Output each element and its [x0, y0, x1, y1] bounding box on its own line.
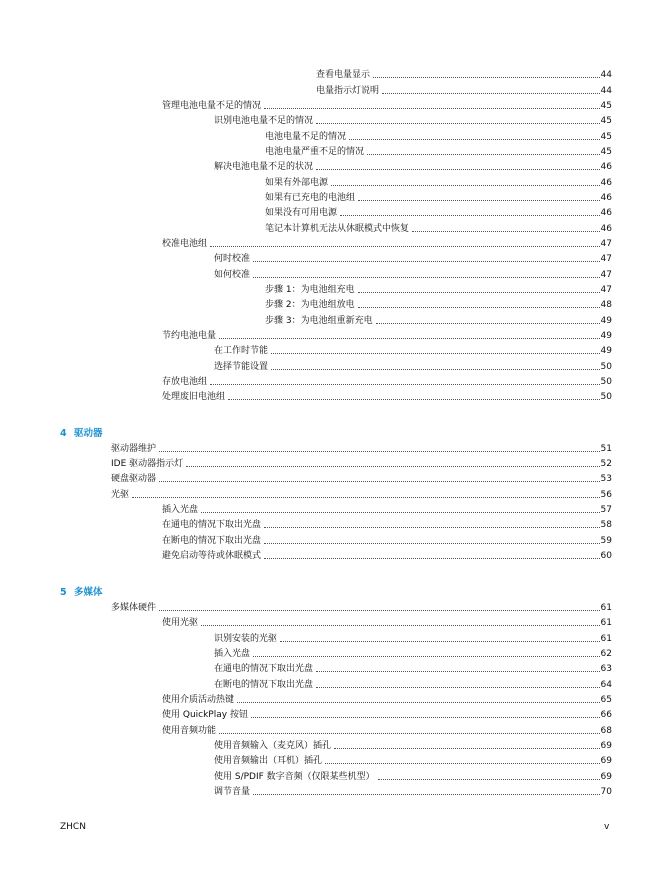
toc-entry[interactable]: [162, 547, 612, 562]
dot-leader: [264, 108, 600, 109]
dot-leader: [228, 399, 600, 400]
dot-leader: [334, 748, 600, 749]
chapter-number: 5: [60, 587, 67, 598]
toc-entry-page: 49: [600, 331, 612, 341]
toc-entry-page: 63: [600, 664, 612, 674]
toc-entry-title: 使用光驱: [162, 618, 199, 628]
toc-entry-page: 46: [600, 208, 612, 218]
toc-entry-page: 45: [600, 147, 612, 157]
toc-entry-title: 插入光盘: [162, 505, 199, 515]
dot-leader: [132, 497, 600, 498]
footer-page-number: v: [604, 822, 610, 832]
toc-entry-page: 47: [600, 285, 612, 295]
toc-entry[interactable]: [162, 691, 612, 706]
toc-entry[interactable]: [316, 82, 612, 97]
toc-entry-title: 在通电的情况下取出光盘: [162, 520, 262, 530]
toc-entry[interactable]: [214, 630, 612, 645]
toc-entry[interactable]: [162, 532, 612, 547]
toc-entry-page: 45: [600, 132, 612, 142]
toc-entry-title: 处理废旧电池组: [162, 392, 226, 402]
toc-entry-page: 48: [600, 300, 612, 310]
toc-entry[interactable]: [162, 373, 612, 388]
toc-entry[interactable]: [214, 645, 612, 660]
dot-leader: [251, 717, 600, 718]
toc-entry[interactable]: [265, 204, 612, 219]
toc-entry-title: 使用音频功能: [162, 726, 217, 736]
toc-entry[interactable]: [162, 327, 612, 342]
toc-entry-page: 51: [600, 444, 612, 454]
dot-leader: [210, 246, 600, 247]
toc-entry-title: 在通电的情况下取出光盘: [214, 664, 314, 674]
toc-entry[interactable]: [162, 388, 612, 403]
toc-entry[interactable]: [111, 599, 612, 614]
toc-entry-title: 步骤 3：为电池组重新充电: [265, 316, 373, 326]
toc-entry-page: 69: [600, 772, 612, 782]
toc-entry-title: 选择节能设置: [214, 362, 269, 372]
toc-entry-title: 识别安装的光驱: [214, 634, 278, 644]
toc-entry-page: 65: [600, 695, 612, 705]
toc-entry-page: 56: [600, 490, 612, 500]
toc-entry-title: 笔记本计算机无法从休眠模式中恢复: [265, 224, 410, 234]
toc-entry-title: 管理电池电量不足的情况: [162, 101, 262, 111]
toc-entry-page: 45: [600, 101, 612, 111]
toc-entry-page: 57: [600, 505, 612, 515]
toc-entry-page: 50: [600, 392, 612, 402]
chapter-heading-5[interactable]: [60, 584, 103, 599]
toc-entry-page: 61: [600, 634, 612, 644]
toc-entry-title: 解决电池电量不足的状况: [214, 162, 314, 172]
toc-entry[interactable]: [265, 296, 612, 311]
toc-entry-title: 电池电量严重不足的情况: [265, 147, 365, 157]
toc-entry-page: 47: [600, 270, 612, 280]
dot-leader: [271, 353, 600, 354]
dot-leader: [210, 384, 600, 385]
toc-entry-page: 46: [600, 224, 612, 234]
dot-leader: [201, 625, 600, 626]
toc-entry[interactable]: [265, 220, 612, 235]
toc-entry-page: 60: [600, 551, 612, 561]
toc-entry-title: 硬盘驱动器: [111, 474, 157, 484]
dot-leader: [316, 671, 600, 672]
dot-leader: [237, 702, 600, 703]
toc-entry[interactable]: [214, 158, 612, 173]
dot-leader: [253, 277, 600, 278]
dot-leader: [219, 733, 600, 734]
dot-leader: [373, 77, 600, 78]
dot-leader: [316, 123, 600, 124]
chapter-heading-4[interactable]: [60, 425, 103, 440]
toc-entry-title: IDE 驱动器指示灯: [111, 459, 184, 469]
toc-entry-title: 步骤 2：为电池组放电: [265, 300, 355, 310]
toc-entry[interactable]: [214, 250, 612, 265]
toc-entry[interactable]: [214, 358, 612, 373]
toc-entry[interactable]: [162, 722, 612, 737]
footer-locale: ZHCN: [60, 822, 86, 832]
toc-entry[interactable]: [214, 266, 612, 281]
toc-entry-page: 61: [600, 618, 612, 628]
dot-leader: [186, 466, 599, 467]
dot-leader: [367, 154, 600, 155]
toc-entry[interactable]: [214, 112, 612, 127]
toc-entry-title: 使用音频输出（耳机）插孔: [214, 756, 323, 766]
toc-entry-page: 69: [600, 741, 612, 751]
toc-entry-page: 53: [600, 474, 612, 484]
dot-leader: [159, 451, 600, 452]
dot-leader: [382, 93, 600, 94]
dot-leader: [264, 527, 600, 528]
dot-leader: [159, 481, 600, 482]
toc-entry[interactable]: [214, 660, 612, 675]
toc-entry-title: 识别电池电量不足的情况: [214, 116, 314, 126]
dot-leader: [340, 215, 600, 216]
toc-entry-page: 70: [600, 787, 612, 797]
toc-entry[interactable]: [214, 342, 612, 357]
toc-entry-page: 50: [600, 362, 612, 372]
dot-leader: [253, 656, 600, 657]
toc-entry-title: 如果有已充电的电池组: [265, 193, 356, 203]
toc-entry-page: 44: [600, 70, 612, 80]
dot-leader: [358, 292, 600, 293]
dot-leader: [201, 512, 600, 513]
toc-entry-title: 如果有外部电源: [265, 178, 329, 188]
toc-entry[interactable]: [316, 66, 612, 81]
toc-entry-page: 47: [600, 239, 612, 249]
dot-leader: [325, 763, 600, 764]
toc-entry[interactable]: [162, 516, 612, 531]
toc-entry[interactable]: [162, 97, 612, 112]
dot-leader: [316, 169, 600, 170]
dot-leader: [376, 323, 600, 324]
toc-entry[interactable]: [162, 501, 612, 516]
dot-leader: [264, 558, 600, 559]
toc-entry-page: 69: [600, 756, 612, 766]
toc-entry-title: 电量指示灯说明: [316, 86, 380, 96]
dot-leader: [412, 231, 600, 232]
toc-entry-title: 查看电量显示: [316, 70, 371, 80]
toc-entry[interactable]: [111, 486, 612, 501]
toc-entry[interactable]: [265, 174, 612, 189]
toc-entry-title: 如何校准: [214, 270, 251, 280]
toc-entry-title: 步骤 1：为电池组充电: [265, 285, 355, 295]
toc-entry[interactable]: [265, 312, 612, 327]
dot-leader: [316, 687, 600, 688]
toc-entry-page: 52: [600, 459, 612, 469]
toc-entry-title: 何时校准: [214, 254, 251, 264]
toc-entry[interactable]: [111, 440, 612, 455]
toc-entry-title: 光驱: [111, 490, 130, 500]
toc-entry-title: 调节音量: [214, 787, 251, 797]
toc-entry[interactable]: [265, 281, 612, 296]
dot-leader: [253, 261, 600, 262]
toc-entry[interactable]: [162, 235, 612, 250]
toc-entry[interactable]: [214, 752, 612, 767]
toc-entry-page: 46: [600, 193, 612, 203]
toc-entry[interactable]: [162, 706, 612, 721]
toc-entry[interactable]: [214, 737, 612, 752]
toc-entry-title: 电池电量不足的情况: [265, 132, 347, 142]
chapter-title: 驱动器: [74, 428, 103, 439]
toc-entry[interactable]: [214, 676, 612, 691]
toc-entry-title: 多媒体硬件: [111, 603, 157, 613]
dot-leader: [358, 200, 600, 201]
toc-entry-title: 存放电池组: [162, 377, 208, 387]
toc-entry[interactable]: [162, 614, 612, 629]
dot-leader: [219, 338, 600, 339]
chapter-title: 多媒体: [74, 587, 103, 598]
toc-entry-page: 46: [600, 162, 612, 172]
toc-entry-page: 58: [600, 520, 612, 530]
toc-entry-title: 在工作时节能: [214, 346, 269, 356]
toc-entry[interactable]: [265, 143, 612, 158]
toc-entry-title: 使用 S/PDIF 数字音频（仅限某些机型）: [214, 772, 375, 782]
toc-entry[interactable]: [111, 470, 612, 485]
dot-leader: [271, 369, 600, 370]
toc-entry-title: 避免启动等待或休眠模式: [162, 551, 262, 561]
toc-entry-page: 46: [600, 178, 612, 188]
toc-entry-title: 使用音频输入（麦克风）插孔: [214, 741, 332, 751]
dot-leader: [253, 794, 600, 795]
toc-entry-page: 47: [600, 254, 612, 264]
toc-entry-title: 在断电的情况下取出光盘: [162, 536, 262, 546]
dot-leader: [264, 543, 600, 544]
toc-entry-title: 校准电池组: [162, 239, 208, 249]
toc-entry-page: 45: [600, 116, 612, 126]
toc-entry[interactable]: [265, 189, 612, 204]
dot-leader: [280, 641, 600, 642]
toc-entry-page: 49: [600, 316, 612, 326]
toc-entry-page: 62: [600, 649, 612, 659]
toc-entry-page: 68: [600, 726, 612, 736]
toc-entry-page: 44: [600, 86, 612, 96]
dot-leader: [378, 779, 600, 780]
dot-leader: [331, 185, 600, 186]
toc-entry-page: 50: [600, 377, 612, 387]
toc-entry-title: 在断电的情况下取出光盘: [214, 680, 314, 690]
chapter-number: 4: [60, 428, 67, 439]
toc-entry-title: 如果没有可用电源: [265, 208, 338, 218]
toc-entry-title: 使用介质活动热键: [162, 695, 235, 705]
dot-leader: [159, 610, 600, 611]
dot-leader: [358, 307, 600, 308]
toc-entry[interactable]: [214, 768, 612, 783]
toc-entry[interactable]: [214, 783, 612, 798]
toc-entry[interactable]: [111, 455, 612, 470]
toc-entry-title: 节约电池电量: [162, 331, 217, 341]
dot-leader: [349, 139, 600, 140]
toc-entry-page: 59: [600, 536, 612, 546]
toc-entry-title: 插入光盘: [214, 649, 251, 659]
toc-entry[interactable]: [265, 128, 612, 143]
toc-entry-title: 使用 QuickPlay 按钮: [162, 710, 248, 720]
toc-entry-page: 49: [600, 346, 612, 356]
toc-entry-page: 61: [600, 603, 612, 613]
toc-entry-page: 64: [600, 680, 612, 690]
toc-entry-title: 驱动器维护: [111, 444, 157, 454]
toc-entry-page: 66: [600, 710, 612, 720]
